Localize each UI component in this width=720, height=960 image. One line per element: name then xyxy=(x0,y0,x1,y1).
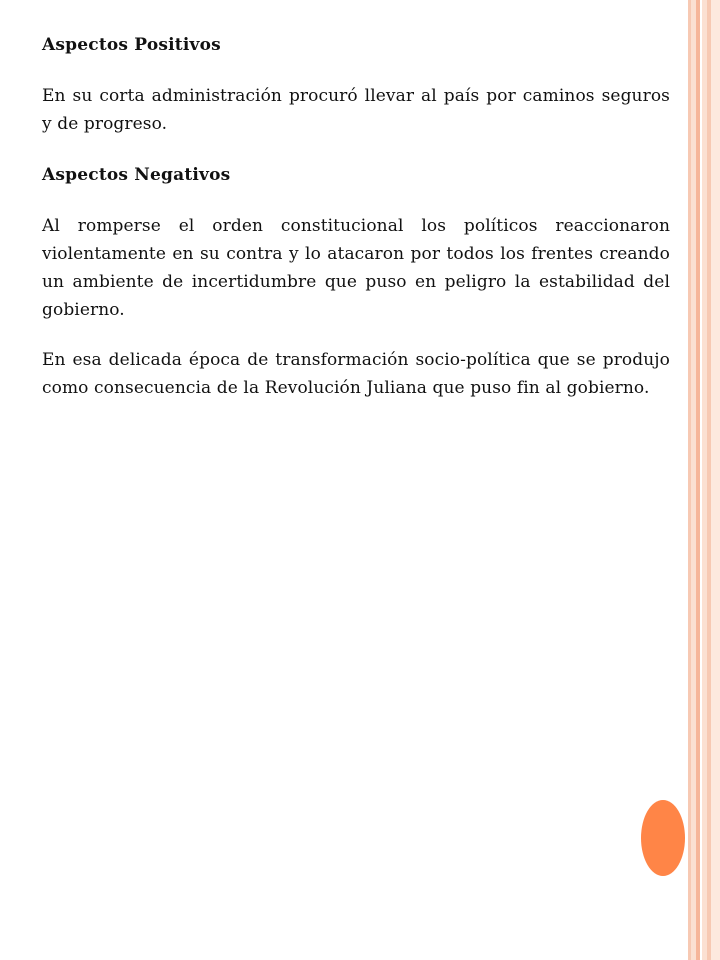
decorative-stripe xyxy=(711,0,720,960)
paragraph-negativos-1: Al romperse el orden constitucional los políticos reaccionaron violentamente en su contra y lo atacaron por todos los frentes creando un ambiente de incertidumbre que puso en peligro la estabilidad del gobierno. xyxy=(42,216,670,320)
slide-content xyxy=(42,30,670,424)
paragraph-negativos-2: En esa delicada época de transformación socio-política que se produjo como consecuencia de la Revolución Juliana que puso fin al gobierno. xyxy=(42,350,670,398)
orange-oval-decoration xyxy=(641,800,685,876)
paragraph-positivos: En su corta administración procuró llevar al país por caminos seguros y de progreso. xyxy=(42,86,670,134)
heading-aspectos-negativos: Aspectos Negativos xyxy=(42,165,231,185)
heading-aspectos-positivos: Aspectos Positivos xyxy=(42,35,221,55)
